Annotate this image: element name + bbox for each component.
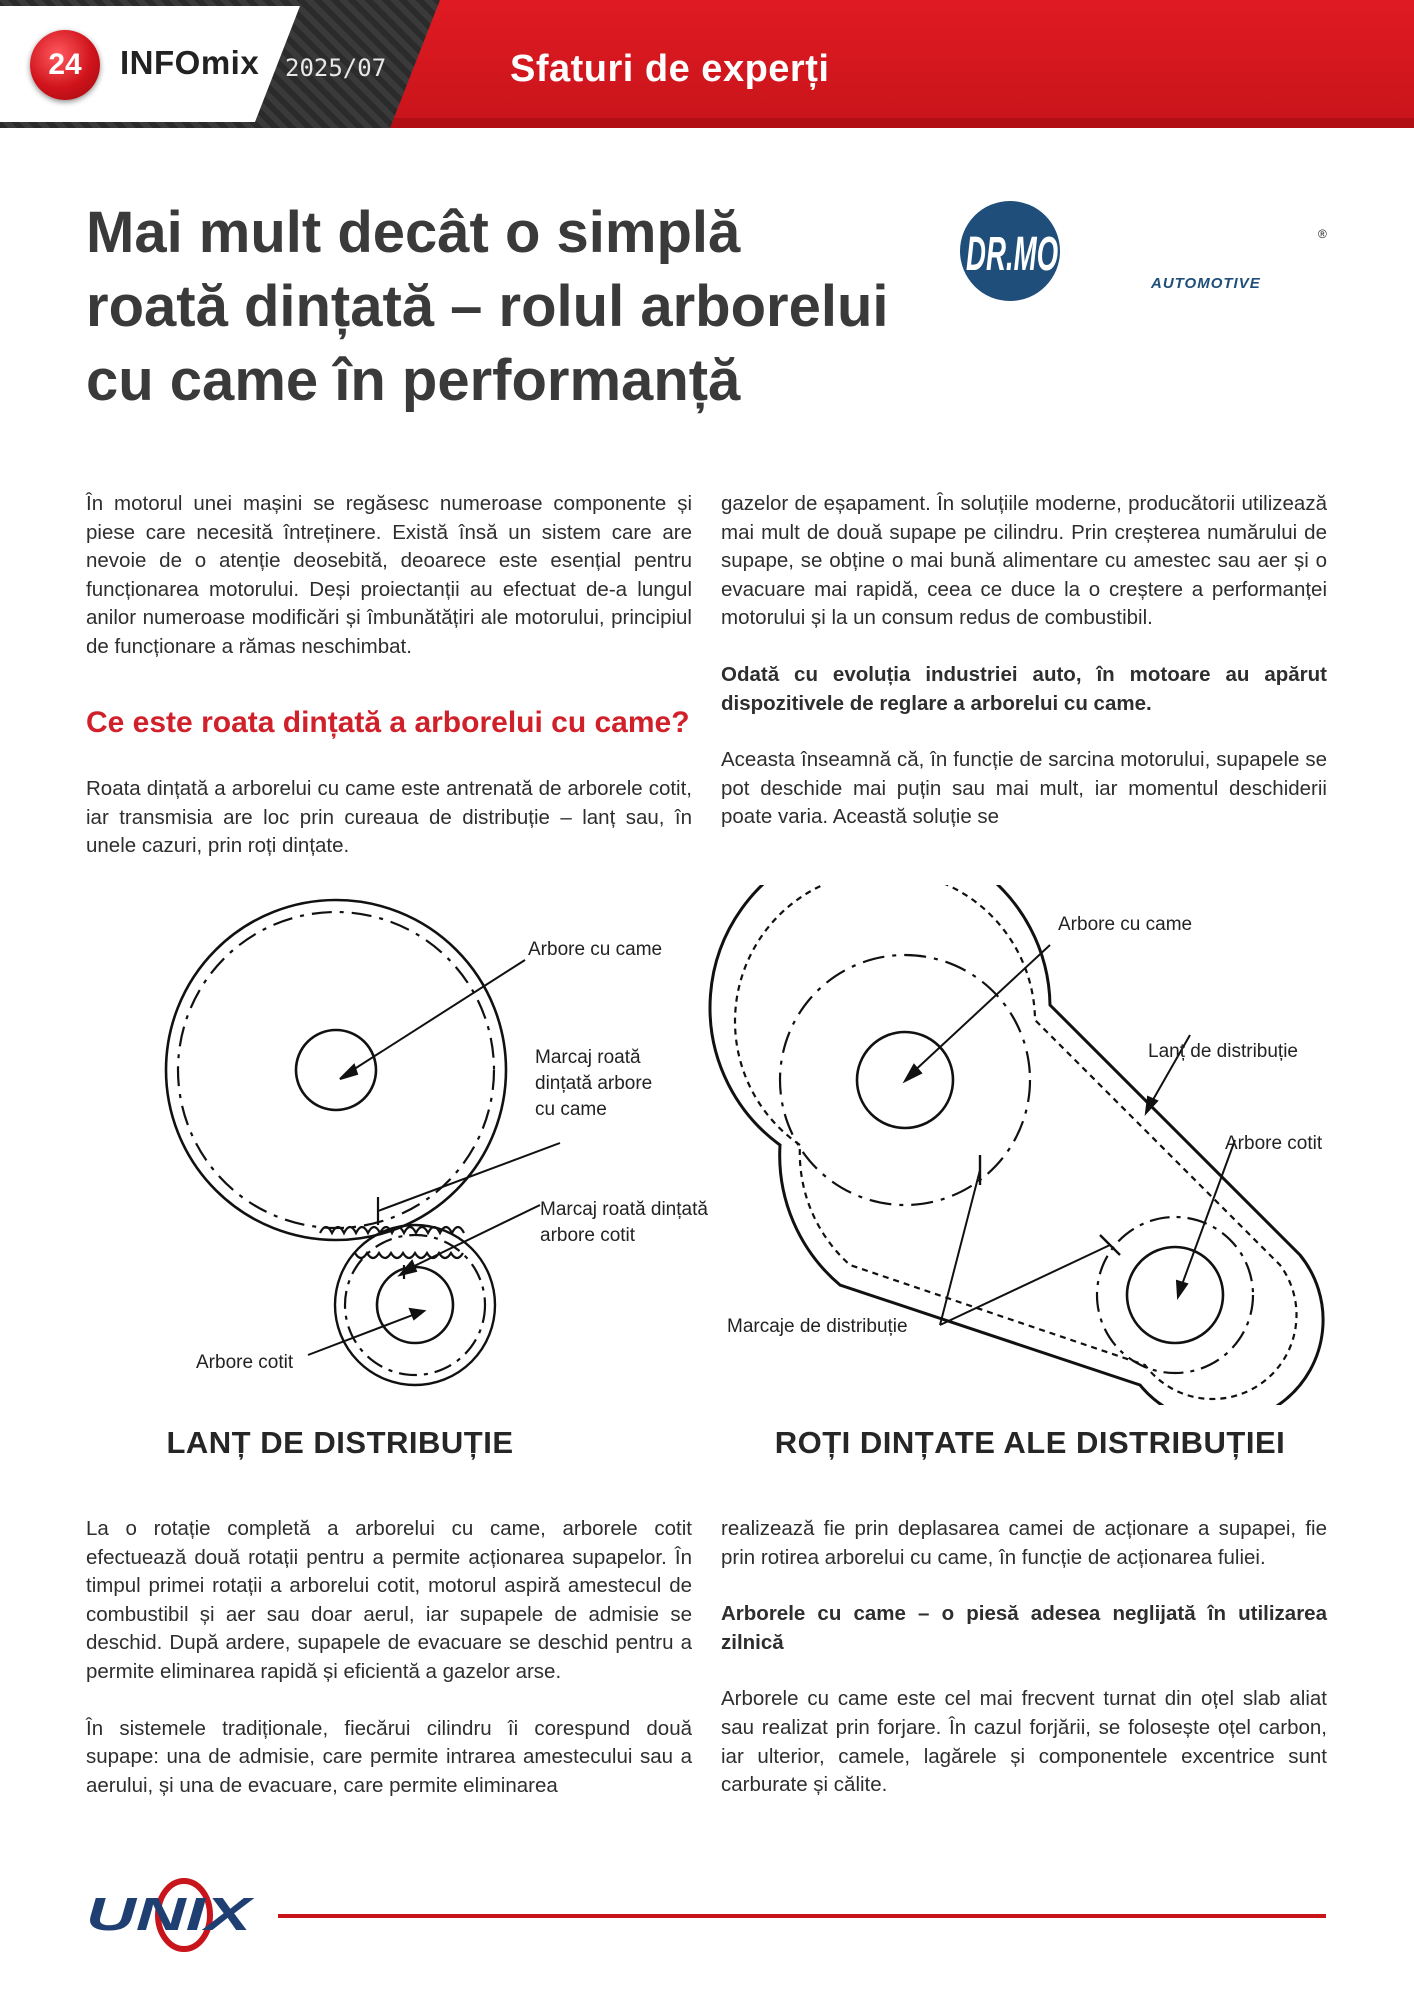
- unix-logo: [86, 1875, 256, 1955]
- lower-left-paragraph-1: La o rotație completă a arborelui cu came, arborele cotit efectuează două rotații pentru a permite acționarea supapelor. În timpul primei rotații a arborelui cotit, motorul aspiră amestecul de combustibil și aer sau doar aerul, iar supapele de admisie se deschid. După ardere, supapele de evacuare se deschid pentru a permite eliminarea rapidă și eficientă a gazelor arse.: [86, 1517, 692, 1683]
- title-line-2: roată dințată – rolul arborelui: [86, 274, 889, 339]
- cam-sprocket-pitch: [178, 912, 494, 1228]
- caption-gears: ROȚI DINȚATE ALE DISTRIBUȚIEI: [774, 1425, 1286, 1460]
- arrow-camshaft: [340, 1065, 357, 1079]
- section-title: Sfaturi de experți: [510, 48, 830, 90]
- lower-right-column: [721, 1515, 1327, 1800]
- label-crankshaft-right: Arbore cotit: [1225, 1133, 1323, 1154]
- right-paragraph-1: gazelor de eșapament. În soluțiile moderne, producătorii utilizează mai mult de două supape pe cilindru. Prin creșterea numărului de supape, se obține o mai bună alimentare cu amestec sau aer și o evacuare mai rapidă, ceea ce duce la o creștere a performanței motorului și la un consum redus de combustibil.: [721, 492, 1327, 630]
- logo-sub: AUTOMOTIVE: [1151, 275, 1261, 292]
- intro-column: [86, 490, 692, 662]
- drmotor-logo: [958, 196, 1338, 306]
- label-chain: Lanț de distribuție: [1148, 1041, 1298, 1062]
- right-paragraph-2: Aceasta înseamnă că, în funcție de sarcina motorului, supapele se pot deschide mai puțin sau mai mult, iar momentul deschiderii poate varia. Această soluție se: [721, 748, 1327, 829]
- crankshaft-hub-right: [1127, 1247, 1223, 1343]
- arrow-crankshaft: [410, 1309, 424, 1319]
- footer-rule: [278, 1914, 1326, 1918]
- section-heading: Ce este roata dințată a arborelui cu came?: [86, 706, 690, 739]
- intro-paragraph: În motorul unei mașini se regăsesc numeroase componente și piese care necesită întreținere. Există însă un sistem care are nevoie de o atenție deosebită, deoarece este esențial pentru funcționarea motorului. Deși proiectanții au efectuat de-a lungul anilor numeroase modificări și îmbunătățiri ale motorului, principiul de funcționare a rămas neschimbat.: [86, 492, 692, 658]
- leader-timing-2: [940, 1245, 1110, 1325]
- crank-gear-teeth: [355, 1253, 463, 1258]
- label-cam-mark-1: Marcaj roată: [535, 1047, 641, 1068]
- issue-date: 2025/07: [285, 54, 387, 82]
- lower-left-paragraph-2: În sistemele tradiționale, fiecărui cilindru îi corespund două supape: una de admisie, care permite intrarea amestecului sau a aerului, și una de evacuare, care permite eliminarea: [86, 1716, 692, 1797]
- unix-logo-text: UNIX: [86, 1888, 255, 1940]
- arrow-crankshaft-right: [1177, 1281, 1187, 1297]
- leader-crankshaft: [308, 1313, 418, 1355]
- crank-gear-pitch: [1097, 1217, 1253, 1373]
- lower-right-bold-paragraph: Arborele cu came – o piesă adesea neglijată în utilizarea zilnică: [721, 1602, 1327, 1654]
- lower-right-paragraph-1: realizează fie prin deplasarea camei de acționare a supapei, fie prin rotirea arborelui cu came, în funcție de acționarea fuliei.: [721, 1517, 1327, 1569]
- camshaft-hub: [296, 1030, 376, 1110]
- timing-chain-diagram: [130, 885, 730, 1405]
- title-line-1: Mai mult decât o simplă: [86, 200, 741, 265]
- magazine-name: INFOmix: [120, 44, 260, 81]
- crank-sprocket-outer: [335, 1225, 495, 1385]
- lower-left-column: [86, 1515, 692, 1800]
- cam-sprocket-outer: [166, 900, 506, 1240]
- label-camshaft: Arbore cu came: [528, 939, 663, 960]
- caption-chain: LANȚ DE DISTRIBUȚIE: [166, 1425, 514, 1460]
- heading-body-paragraph: Roata dințată a arborelui cu came este antrenată de arborele cotit, iar transmisia are loc prin cureaua de distribuție – lanț sau, în unele cazuri, prin roți dințate.: [86, 777, 692, 858]
- lower-right-paragraph-2: Arborele cu came este cel mai frecvent turnat din oțel slab aliat sau realizat prin forjare. În cazul forjării, se folosește oțel carbon, iar ulterior, camele, lagărele și componentele excentrice sunt carburate și călite.: [721, 1687, 1327, 1797]
- label-cam-mark-2: dințată arbore: [535, 1073, 653, 1094]
- label-cam-mark-3: cu came: [535, 1099, 607, 1120]
- leader-cam-mark: [378, 1143, 560, 1211]
- logo-reg: ®: [1318, 227, 1327, 241]
- crankshaft-hub: [377, 1267, 453, 1343]
- logo-brand: DR.MOTOR: [966, 228, 1117, 281]
- heading-body-column: [86, 775, 692, 861]
- article-title: [86, 196, 946, 418]
- label-timing-marks: Marcaje de distribuție: [727, 1316, 908, 1337]
- right-bold-paragraph: Odată cu evoluția industriei auto, în motoare au apărut dispozitivele de reglare a arborelui cu came.: [721, 662, 1327, 715]
- label-camshaft-right: Arbore cu came: [1058, 914, 1193, 935]
- label-crank-mark-1: Marcaj roată dințată: [540, 1199, 708, 1220]
- label-crank-mark-2: arbore cotit: [540, 1225, 636, 1246]
- leader-camshaft-right: [910, 945, 1050, 1075]
- right-column-upper: [721, 490, 1327, 832]
- label-crankshaft: Arbore cotit: [196, 1352, 294, 1373]
- timing-gears-diagram: [700, 885, 1360, 1405]
- page-number: 24: [30, 30, 100, 100]
- title-line-3: cu came în performanță: [86, 348, 741, 413]
